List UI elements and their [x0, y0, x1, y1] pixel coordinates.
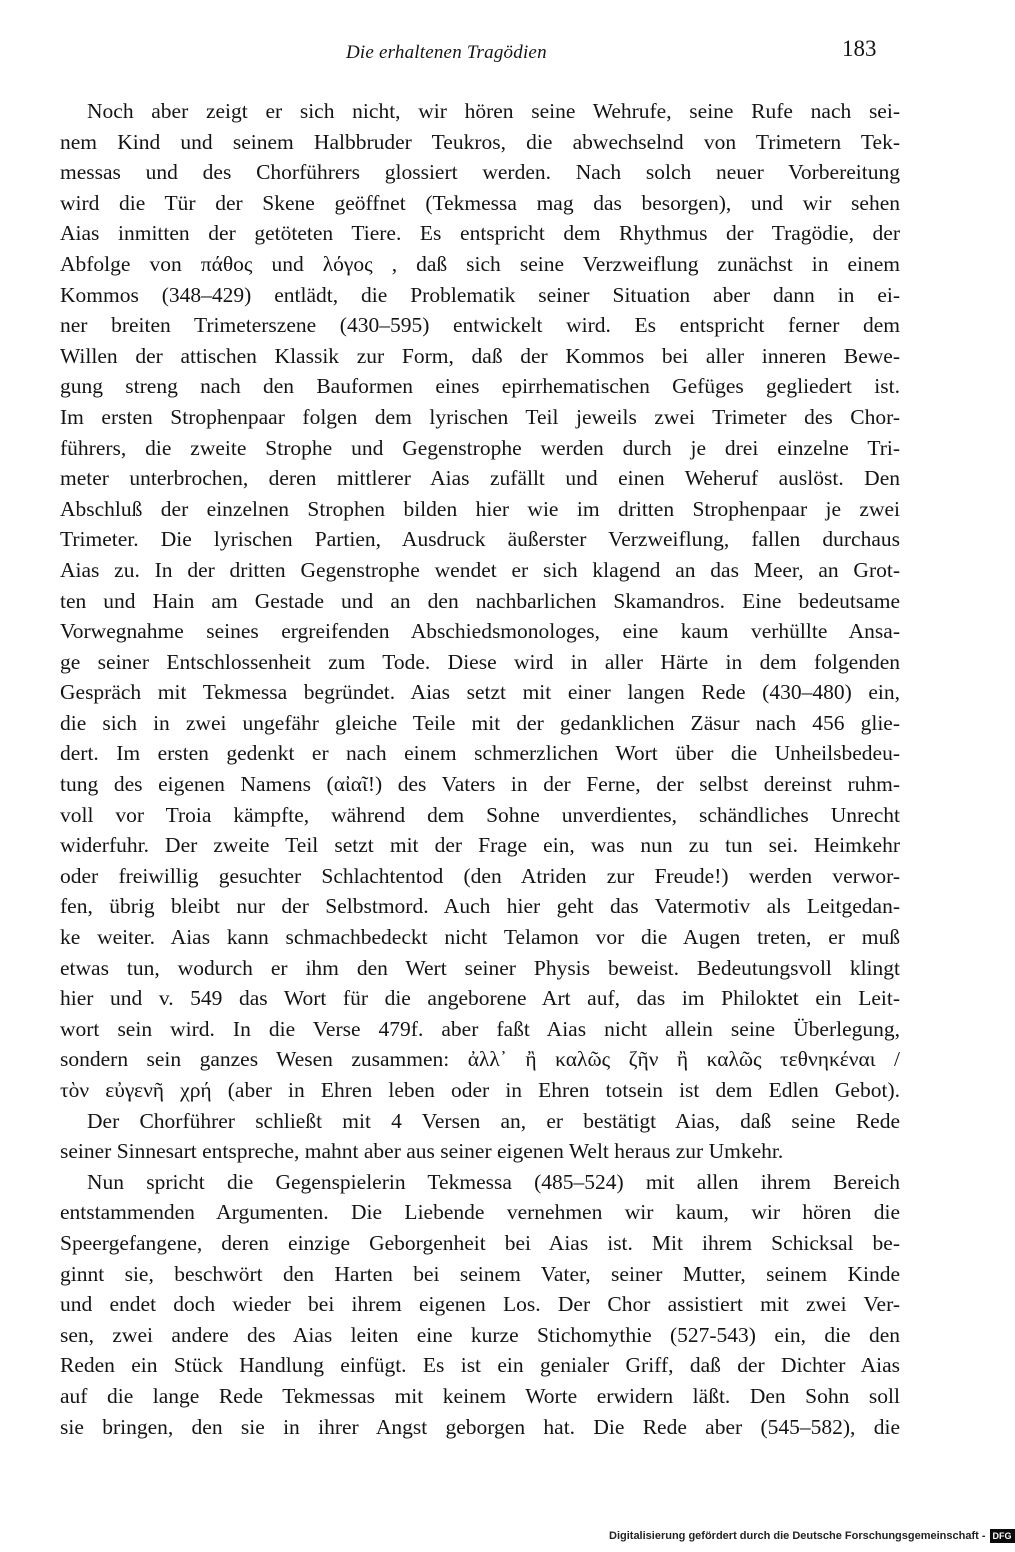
text-line: Reden ein Stück Handlung einfügt. Es ist ein genialer Griff, daß der Dichter Aias: [60, 1353, 900, 1378]
text-line: wird die Tür der Skene geöffnet (Tekmessa mag das besorgen), und wir sehen: [60, 190, 900, 215]
text-line: Im ersten Strophenpaar folgen dem lyrischen Teil jeweils zwei Trimeter des Chor-: [60, 404, 900, 429]
text-line: wort sein wird. In die Verse 479f. aber faßt Aias nicht allein seine Überlegung,: [60, 1016, 900, 1041]
body-text: [60, 96, 900, 1442]
text-line: meter unterbrochen, deren mittlerer Aias zufällt und einen Weheruf auslöst. Den: [60, 466, 900, 491]
text-line: Aias zu. In der dritten Gegenstrophe wendet er sich klagend an das Meer, an Grot-: [60, 557, 900, 582]
text-line: sen, zwei andere des Aias leiten eine kurze Stichomythie (527-543) ein, die den: [60, 1322, 900, 1347]
text-line: ge seiner Entschlossenheit zum Tode. Diese wird in aller Härte in dem folgenden: [60, 649, 900, 674]
text-line: Trimeter. Die lyrischen Partien, Ausdruck äußerster Verzweiflung, fallen durchaus: [60, 527, 900, 552]
text-line: Vorwegnahme seines ergreifenden Abschiedsmonologes, eine kaum verhüllte Ansa-: [60, 619, 900, 644]
text-line: sie bringen, den sie in ihrer Angst geborgen hat. Die Rede aber (545–582), die: [60, 1414, 900, 1439]
dfg-logo: DFG: [990, 1529, 1015, 1543]
text-line: auf die lange Rede Tekmessas mit keinem Worte erwidern läßt. Den Sohn soll: [60, 1383, 900, 1408]
page-number: 183: [842, 36, 877, 61]
text-line: die sich in zwei ungefähr gleiche Teile mit der gedanklichen Zäsur nach 456 glie-: [60, 710, 900, 735]
text-line: Speergefangene, deren einzige Geborgenheit bei Aias ist. Mit ihrem Schicksal be-: [60, 1230, 900, 1255]
text-line: oder freiwillig gesuchter Schlachtentod (den Atriden zur Freude!) werden verwor-: [60, 863, 900, 888]
text-line: Der Chorführer schließt mit 4 Versen an, er bestätigt Aias, daß seine Rede: [87, 1108, 900, 1133]
text-line: tung des eigenen Namens (αἰαῖ!) des Vaters in der Ferne, der selbst dereinst ruhm-: [60, 772, 900, 797]
text-line: Nun spricht die Gegenspielerin Tekmessa (485–524) mit allen ihrem Bereich: [87, 1169, 900, 1194]
text-line: τὸν εὐγενῆ χρή (aber in Ehren leben oder in Ehren totsein ist dem Edlen Gebot).: [60, 1078, 900, 1102]
text-line: fen, übrig bleibt nur der Selbstmord. Auch hier geht das Vatermotiv als Leitgedan-: [60, 894, 900, 919]
text-line: seiner Sinnesart entspreche, mahnt aber aus seiner eigenen Welt heraus zur Umkehr.: [60, 1139, 784, 1164]
text-line: Abfolge von πάθος und λόγος , daß sich seine Verzweiflung zunächst in einem: [60, 251, 900, 276]
credit-text: Digitalisierung gefördert durch die Deutsche Forschungsgemeinschaft -: [609, 1530, 986, 1542]
text-line: ten und Hain am Gestade und an den nachbarlichen Skamandros. Eine bedeutsame: [60, 588, 900, 613]
text-line: ginnt sie, beschwört den Harten bei seinem Vater, seiner Mutter, seinem Kinde: [60, 1261, 900, 1286]
text-line: etwas tun, wodurch er ihm den Wert seiner Physis beweist. Bedeutungsvoll klingt: [60, 955, 900, 980]
text-line: Willen der attischen Klassik zur Form, daß der Kommos bei aller inneren Bewe-: [60, 343, 900, 368]
text-line: Abschluß der einzelnen Strophen bilden hier wie im dritten Strophenpaar je zwei: [60, 496, 900, 521]
text-line: messas und des Chorführers glossiert werden. Nach solch neuer Vorbereitung: [60, 160, 900, 185]
text-line: hier und v. 549 das Wort für die angeborene Art auf, das im Philoktet ein Leit-: [60, 986, 900, 1011]
text-line: nem Kind und seinem Halbbruder Teukros, die abwechselnd von Trimetern Tek-: [60, 129, 900, 154]
text-line: Kommos (348–429) entlädt, die Problematik seiner Situation aber dann in ei-: [60, 282, 900, 307]
text-line: ke weiter. Aias kann schmachbedeckt nicht Telamon vor die Augen treten, er muß: [60, 925, 900, 950]
text-line: voll vor Troia kämpfte, während dem Sohne unverdientes, schändliches Unrecht: [60, 802, 900, 827]
text-line: Gespräch mit Tekmessa begründet. Aias setzt mit einer langen Rede (430–480) ein,: [60, 680, 900, 705]
digitization-credit: [609, 1529, 1015, 1543]
text-line: widerfuhr. Der zweite Teil setzt mit der Frage ein, was nun zu tun sei. Heimkehr: [60, 833, 900, 858]
text-line: Noch aber zeigt er sich nicht, wir hören seine Wehrufe, seine Rufe nach sei-: [87, 99, 900, 123]
text-line: dert. Im ersten gedenkt er nach einem schmerzlichen Wort über die Unheilsbedeu-: [60, 741, 900, 766]
text-line: gung streng nach den Bauformen eines epirrhematischen Gefüges gegliedert ist.: [60, 374, 900, 399]
text-line: sondern sein ganzes Wesen zusammen: ἀλλ᾽ ἢ καλῶς ζῆν ἢ καλῶς τεθνηκέναι /: [60, 1047, 900, 1072]
text-line: ner breiten Trimeterszene (430–595) entwickelt wird. Es entspricht ferner dem: [60, 313, 900, 338]
running-title: Die erhaltenen Tragödien: [346, 42, 547, 63]
text-line: und endet doch wieder bei ihrem eigenen Los. Der Chor assistiert mit zwei Ver-: [60, 1292, 900, 1317]
text-line: führers, die zweite Strophe und Gegenstrophe werden durch je drei einzelne Tri-: [60, 435, 900, 460]
text-line: entstammenden Argumenten. Die Liebende vernehmen wir kaum, wir hören die: [60, 1200, 900, 1225]
text-line: Aias inmitten der getöteten Tiere. Es entspricht dem Rhythmus der Tragödie, der: [60, 221, 900, 246]
